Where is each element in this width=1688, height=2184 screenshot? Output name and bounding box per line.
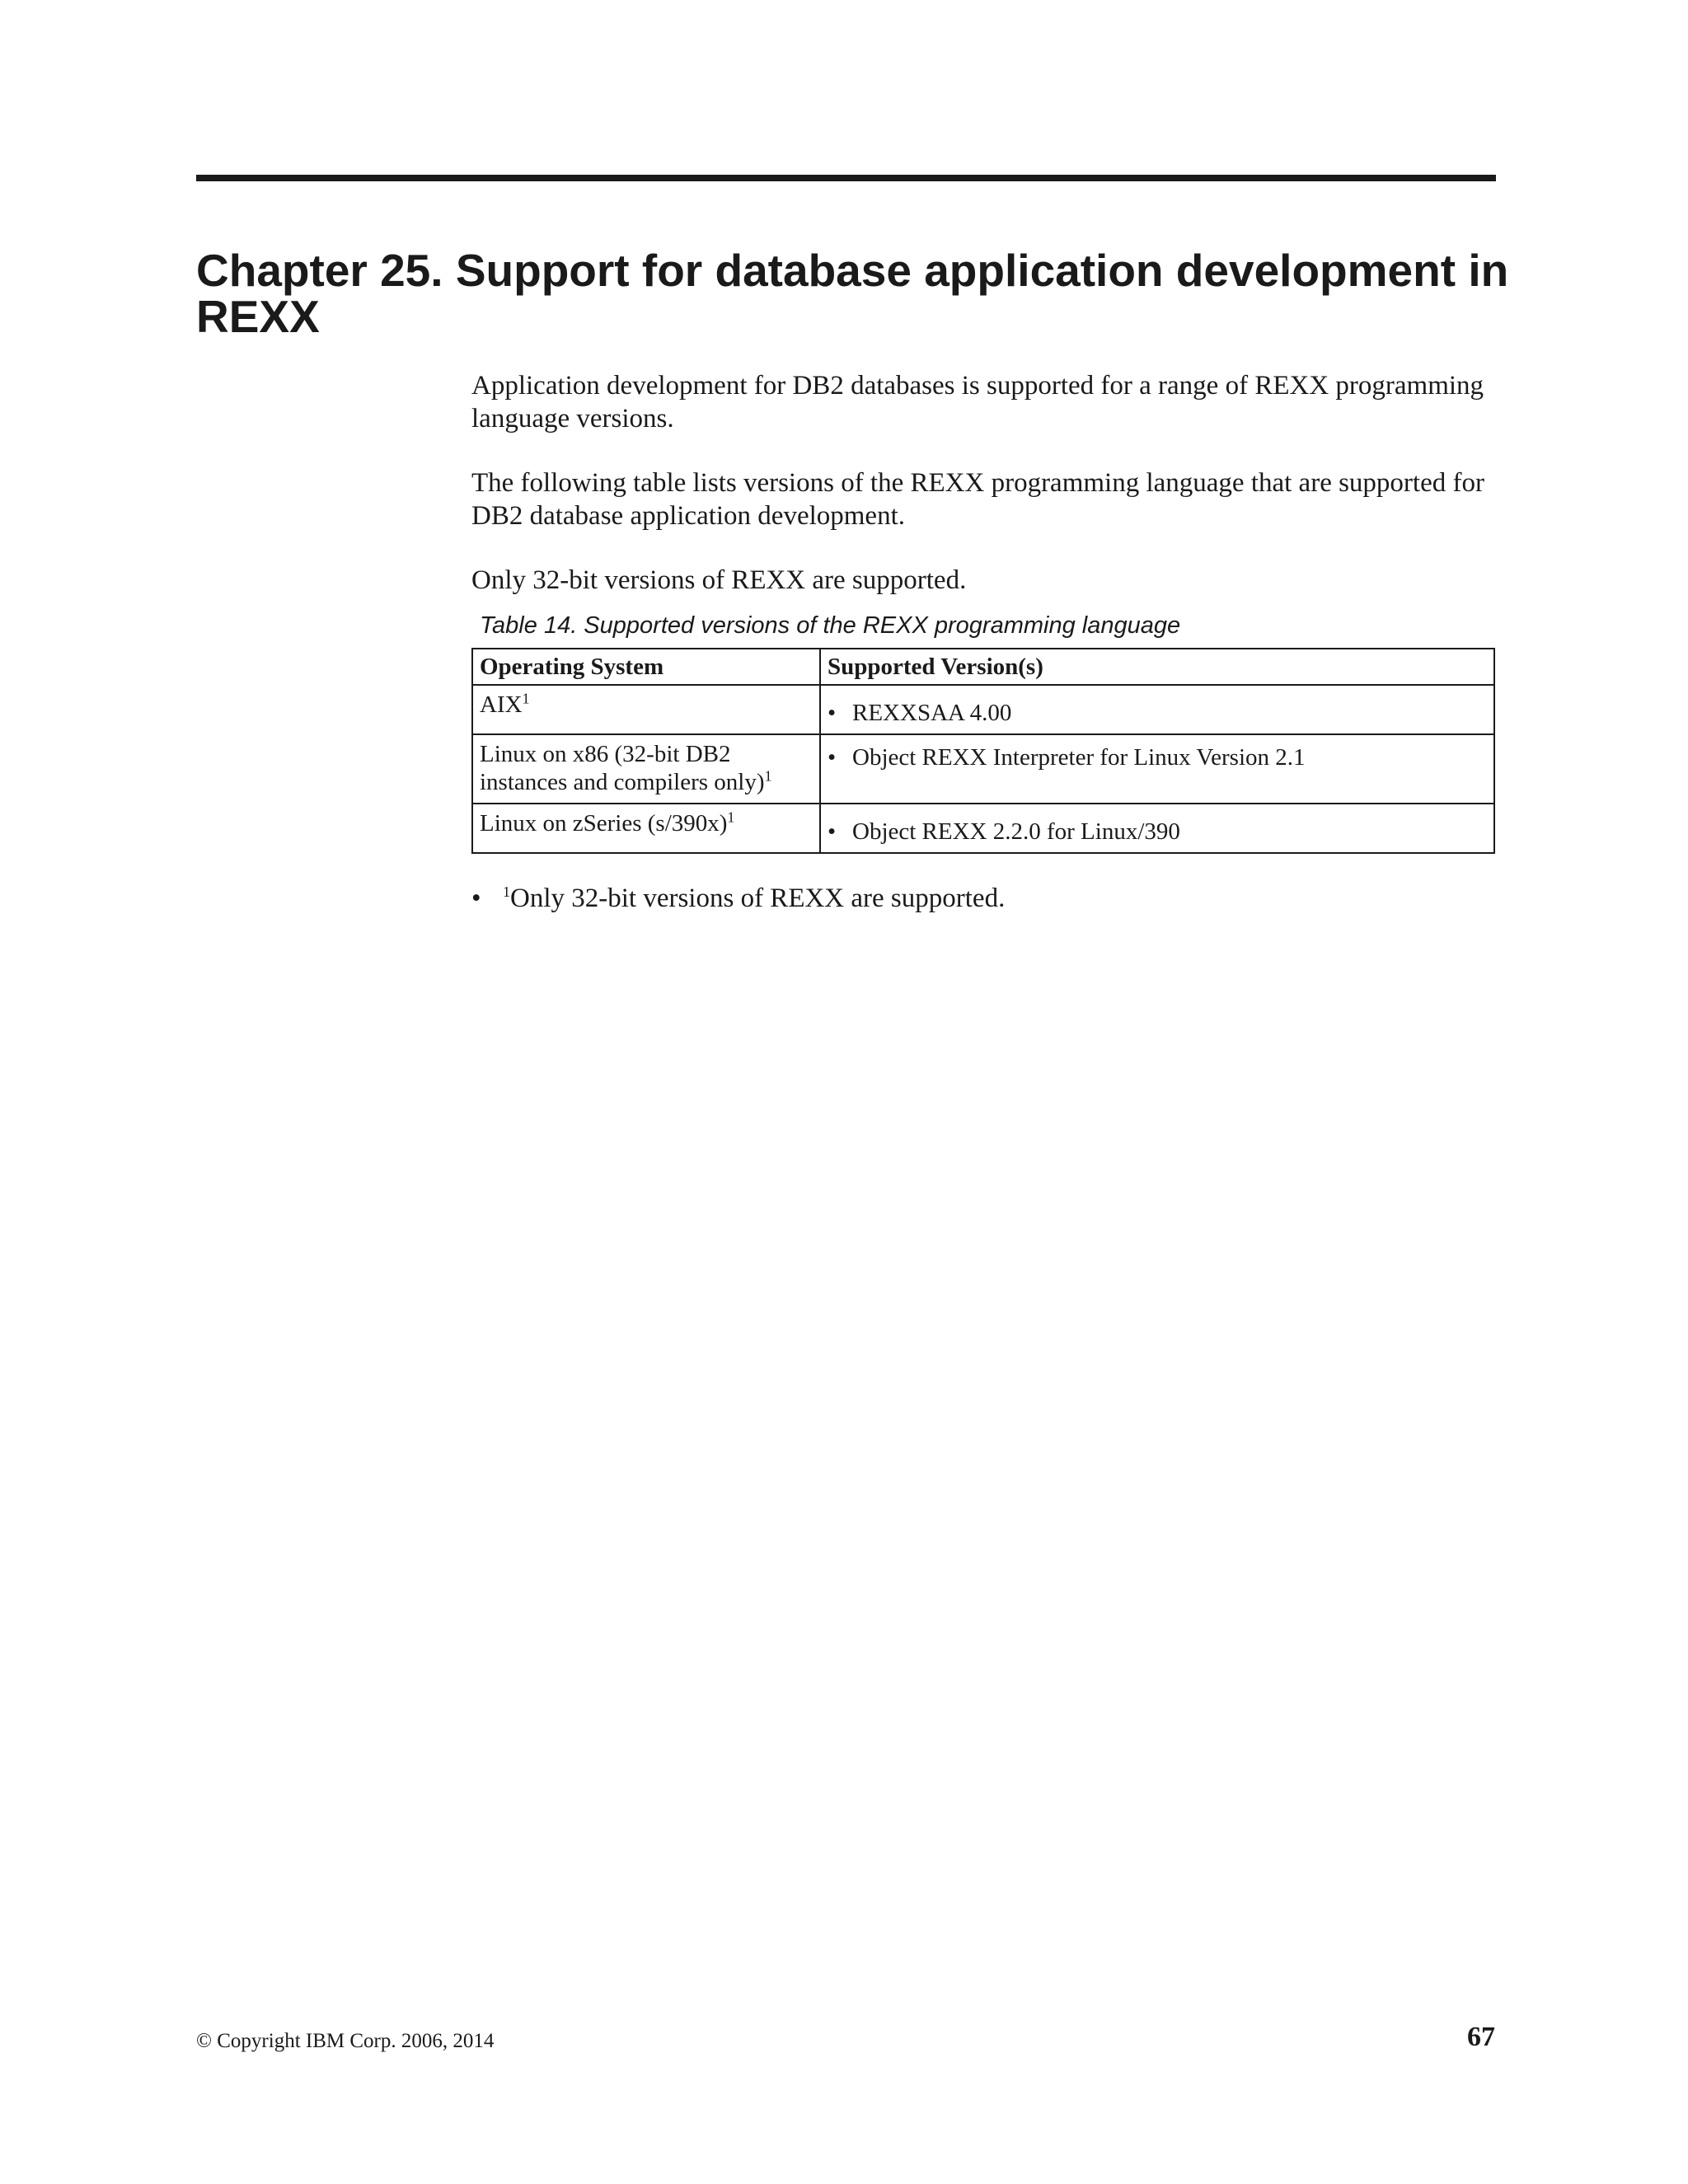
- version-text: REXXSAA 4.00: [852, 700, 1012, 726]
- cell-os: [472, 734, 820, 804]
- bullet: •: [471, 883, 481, 913]
- chapter-title: Chapter 25. Support for database application development in REXX: [196, 245, 1509, 342]
- paragraph-intro: Application development for DB2 databases is supported for a range of REXX programming language versions.: [471, 371, 1484, 434]
- footnote-item: [471, 882, 1502, 915]
- os-name: AIX: [480, 691, 523, 718]
- paragraph-table-intro: The following table lists versions of the REXX programming language that are supported for DB2 database application development.: [471, 468, 1484, 531]
- table-caption: Table 14. Supported versions of the REXX programming language: [480, 612, 1181, 639]
- version-text: Object REXX 2.2.0 for Linux/390: [852, 818, 1180, 845]
- version-text: Object REXX Interpreter for Linux Version 2.1: [852, 744, 1306, 771]
- os-name: Linux on x86 (32-bit DB2 instances and compilers only): [480, 741, 765, 795]
- cell-version: [820, 804, 1494, 853]
- bullet: •: [828, 744, 837, 771]
- footnote-list: [471, 882, 1502, 915]
- rexx-versions-table: [471, 648, 1495, 854]
- footnote-ref: 1: [522, 690, 530, 707]
- cell-version: [820, 734, 1494, 804]
- cell-os: [472, 685, 820, 734]
- table-header-row: [472, 649, 1494, 685]
- footnote-ref: 1: [764, 767, 772, 785]
- paragraph-32bit-note: Only 32-bit versions of REXX are supported.: [471, 565, 967, 595]
- footnote-text: Only 32-bit versions of REXX are supported.: [510, 883, 1006, 913]
- table-row: [472, 804, 1494, 853]
- footnote-marker: 1: [503, 883, 510, 900]
- header-supported-versions: Supported Version(s): [820, 649, 1494, 685]
- cell-version: [820, 685, 1494, 734]
- bullet: •: [828, 700, 837, 726]
- page-number: 67: [1467, 2022, 1495, 2052]
- table-row: [472, 685, 1494, 734]
- version-item: [828, 809, 1487, 846]
- copyright-notice: © Copyright IBM Corp. 2006, 2014: [196, 2030, 495, 2052]
- body-column: [471, 369, 1502, 915]
- os-name: Linux on zSeries (s/390x): [480, 810, 728, 837]
- bullet: •: [828, 818, 837, 845]
- version-item: [828, 691, 1487, 727]
- footnote-ref: 1: [727, 808, 735, 826]
- cell-os: [472, 804, 820, 853]
- table-row: [472, 734, 1494, 804]
- chapter-top-rule: [196, 175, 1496, 181]
- header-operating-system: Operating System: [472, 649, 820, 685]
- version-item: [828, 740, 1487, 771]
